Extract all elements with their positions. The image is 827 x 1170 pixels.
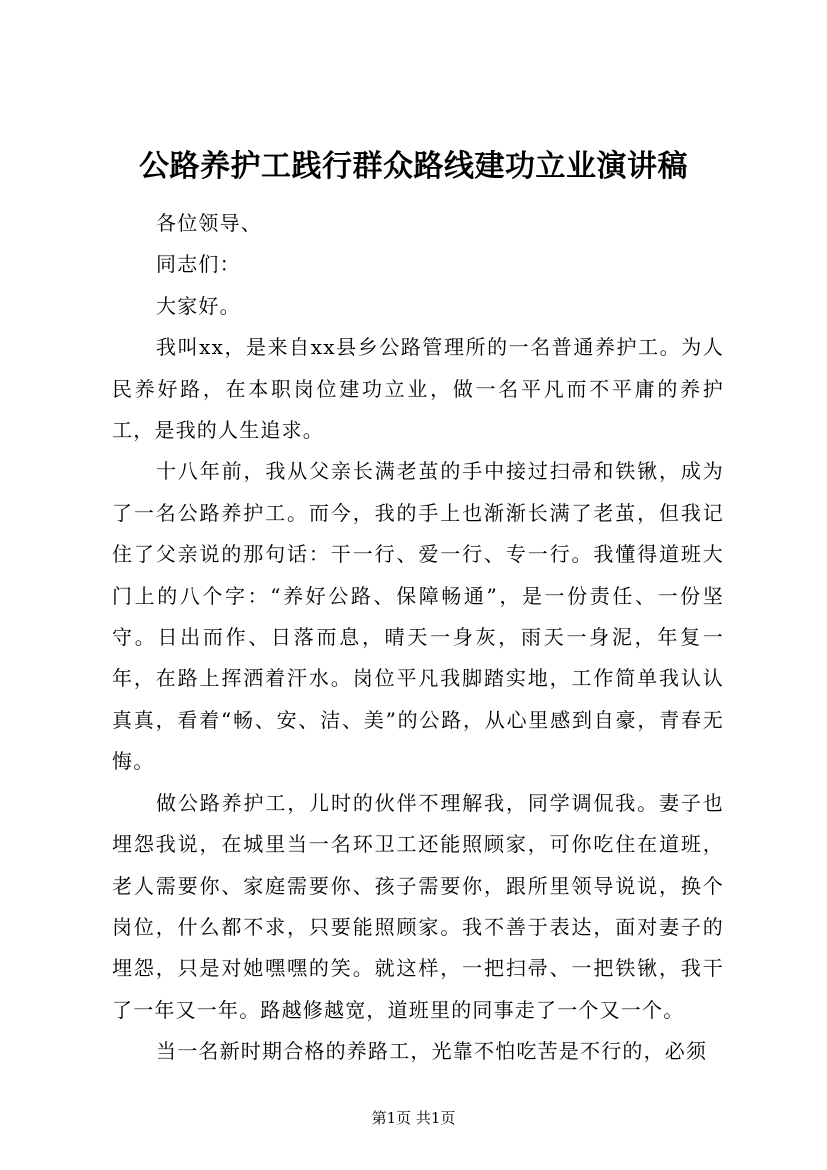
paragraph-new-era: 当一名新时期合格的养路工，光靠不怕吃苦是不行的，必须 (156, 1039, 708, 1064)
paragraph-eighteen-years: 十八年前，我从父亲长满老茧的手中接过扫帚和铁锹，成为了一名公路养护工。而今，我的手上也渐渐长满了老茧，但我记住了父亲说的那句话：干一行、爱一行、专一行。我懂得道班大门上的八个字：“养好公路、保障畅通”，是一份责任、一份坚守。日出而作、日落而息，晴天一身灰，雨天一身泥，年复一年，在路上挥洒着汗水。岗位平凡我脚踏实地，工作简单我认认真真，看着“畅、安、洁、美”的公路，从心里感到自豪，青春无悔。 (112, 459, 724, 774)
page-number-footer: 第1页 共1页 (371, 1109, 456, 1127)
paragraph-salutation-comrades: 同志们： (156, 252, 241, 277)
document-body (112, 203, 724, 1073)
paragraph-greeting: 大家好。 (156, 293, 241, 318)
paragraph-family: 做公路养护工，儿时的伙伴不理解我，同学调侃我。妻子也埋怨我说，在城里当一名环卫工还能照顾家，可你吃住在道班，老人需要你、家庭需要你、孩子需要你，跟所里领导说说，换个岗位，什么都不求，只要能照顾家。我不善于表达，面对妻子的埋怨，只是对她嘿嘿的笑。就这样，一把扫帚、一把铁锹，我干了一年又一年。路越修越宽，道班里的同事走了一个又一个。 (112, 790, 724, 1022)
document-title: 公路养护工践行群众路线建功立业演讲稿 (139, 149, 688, 184)
paragraph-salutation-leaders: 各位领导、 (156, 211, 262, 235)
paragraph-introduction: 我叫xx，是来自xx县乡公路管理所的一名普通养护工。为人民养好路，在本职岗位建功立业，做一名平凡而不平庸的养护工，是我的人生追求。 (112, 335, 724, 443)
